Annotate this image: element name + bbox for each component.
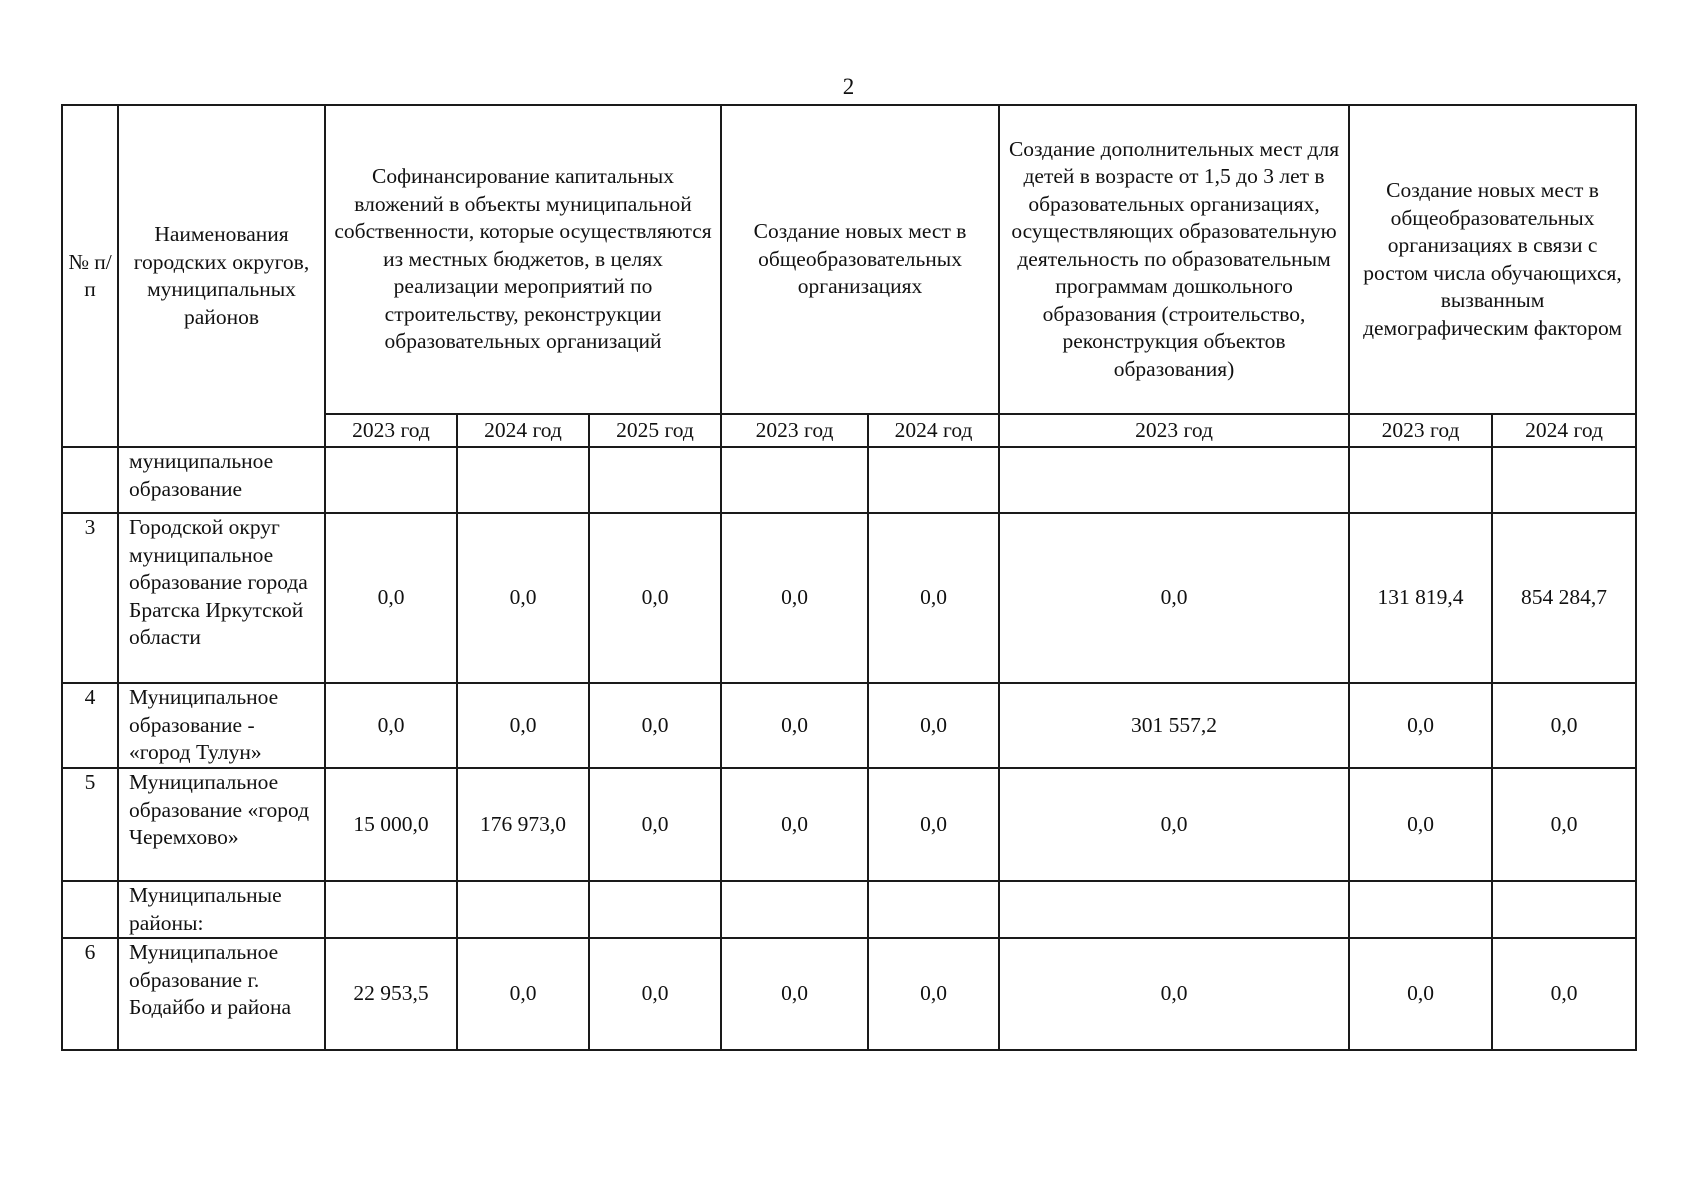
header-year: 2023 год <box>325 414 457 447</box>
header-year: 2023 год <box>999 414 1349 447</box>
table-cell: 0,0 <box>1492 683 1636 768</box>
row-num <box>62 447 118 513</box>
table-cell: 15 000,0 <box>325 768 457 881</box>
table-cell: 0,0 <box>589 938 721 1050</box>
table-cell: 0,0 <box>325 683 457 768</box>
row-name: Муниципальное образование г. Бодайбо и района <box>118 938 325 1050</box>
table-cell: 22 953,5 <box>325 938 457 1050</box>
table-cell <box>868 447 999 513</box>
table-cell <box>589 881 721 938</box>
table-row <box>62 683 1636 768</box>
header-year: 2023 год <box>1349 414 1492 447</box>
row-num <box>62 881 118 938</box>
funding-table <box>61 104 1637 1051</box>
table-cell: 0,0 <box>1492 768 1636 881</box>
row-num: 5 <box>62 768 118 881</box>
table-cell: 0,0 <box>868 768 999 881</box>
table-cell: 0,0 <box>721 683 868 768</box>
header-group-demographic-places: Создание новых мест в общеобразовательных организациях в связи с ростом числа обучающихся, вызванным демографическим фактором <box>1349 105 1636 414</box>
row-name: Муниципальное образование «город Черемхово» <box>118 768 325 881</box>
row-num: 3 <box>62 513 118 683</box>
table-cell: 0,0 <box>999 513 1349 683</box>
table-cell <box>721 447 868 513</box>
table-cell <box>999 881 1349 938</box>
header-num: № п/п <box>62 105 118 447</box>
row-name: Муниципальное образование - «город Тулун» <box>118 683 325 768</box>
table-cell: 0,0 <box>868 513 999 683</box>
page-number: 2 <box>842 74 855 99</box>
table-cell <box>325 447 457 513</box>
header-year: 2024 год <box>457 414 589 447</box>
table-cell <box>1492 447 1636 513</box>
table-cell: 0,0 <box>1492 938 1636 1050</box>
table-cell <box>1349 881 1492 938</box>
table-cell <box>457 881 589 938</box>
table-cell: 0,0 <box>999 938 1349 1050</box>
table-cell: 131 819,4 <box>1349 513 1492 683</box>
table-cell <box>1349 447 1492 513</box>
table-row <box>62 513 1636 683</box>
table-cell: 0,0 <box>1349 683 1492 768</box>
header-name: Наименования городских округов, муниципальных районов <box>118 105 325 447</box>
table-cell: 301 557,2 <box>999 683 1349 768</box>
table-cell: 0,0 <box>1349 938 1492 1050</box>
header-year: 2024 год <box>1492 414 1636 447</box>
table-cell <box>1492 881 1636 938</box>
header-year: 2025 год <box>589 414 721 447</box>
table-cell: 0,0 <box>457 513 589 683</box>
table-cell: 0,0 <box>868 683 999 768</box>
table-cell <box>868 881 999 938</box>
table-cell: 0,0 <box>589 513 721 683</box>
header-year: 2023 год <box>721 414 868 447</box>
table-cell: 0,0 <box>589 768 721 881</box>
table-cell: 0,0 <box>1349 768 1492 881</box>
table-cell: 854 284,7 <box>1492 513 1636 683</box>
table-cell <box>721 881 868 938</box>
header-group-preschool-places: Создание дополнительных мест для детей в возрасте от 1,5 до 3 лет в образовательных организациях, осуществляющих образовательную деятельность по образовательным программам дошкольного образования (строительство, реконструкция объектов образования) <box>999 105 1349 414</box>
table-cell: 0,0 <box>457 683 589 768</box>
table-cell: 0,0 <box>999 768 1349 881</box>
table-row <box>62 447 1636 513</box>
header-year: 2024 год <box>868 414 999 447</box>
table-row <box>62 768 1636 881</box>
table-cell <box>457 447 589 513</box>
table-cell: 0,0 <box>721 768 868 881</box>
table-cell: 0,0 <box>721 938 868 1050</box>
header-group-new-places: Создание новых мест в общеобразовательных организациях <box>721 105 999 414</box>
row-name: Городской округ муниципальное образование города Братска Иркутской области <box>118 513 325 683</box>
table-cell <box>999 447 1349 513</box>
table-cell: 0,0 <box>721 513 868 683</box>
row-name: муниципальное образование <box>118 447 325 513</box>
table-row <box>62 881 1636 938</box>
table-cell <box>325 881 457 938</box>
table-row <box>62 938 1636 1050</box>
header-row <box>62 105 1636 414</box>
row-num: 4 <box>62 683 118 768</box>
table-cell: 0,0 <box>868 938 999 1050</box>
table-cell: 0,0 <box>325 513 457 683</box>
table-cell <box>589 447 721 513</box>
table-cell: 0,0 <box>457 938 589 1050</box>
header-group-cofinancing: Софинансирование капитальных вложений в объекты муниципальной собственности, которые осуществляются из местных бюджетов, в целях реализации мероприятий по строительству, реконструкции образовательных организаций <box>325 105 721 414</box>
table-cell: 0,0 <box>589 683 721 768</box>
row-name: Муниципальные районы: <box>118 881 325 938</box>
table-cell: 176 973,0 <box>457 768 589 881</box>
row-num: 6 <box>62 938 118 1050</box>
